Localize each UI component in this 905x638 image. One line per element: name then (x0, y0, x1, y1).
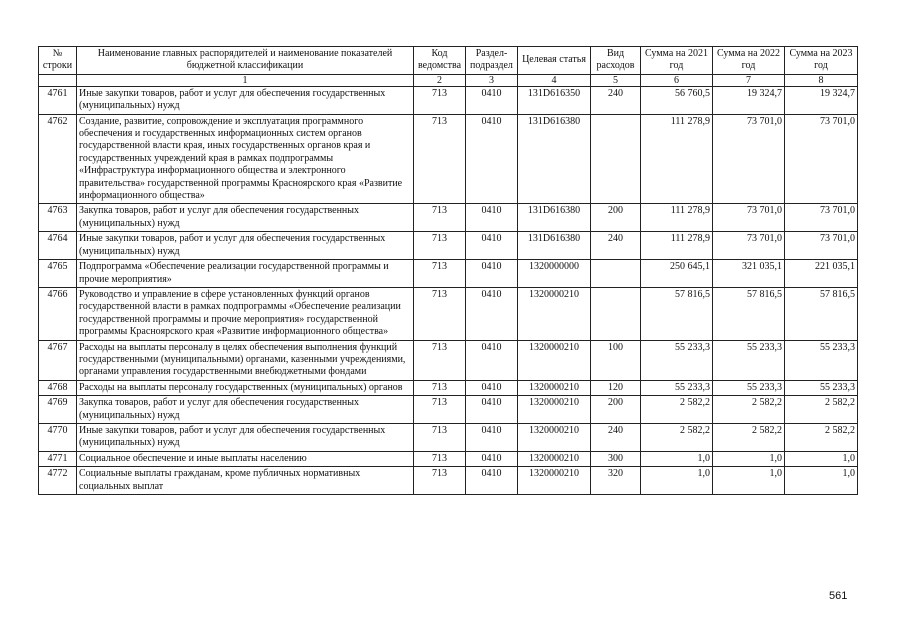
section-code: 0410 (466, 451, 518, 466)
section-code: 0410 (466, 340, 518, 380)
row-number: 4768 (39, 380, 77, 395)
table-row (39, 86, 858, 114)
row-name: Социальные выплаты гражданам, кроме публичных нормативных социальных выплат (77, 467, 414, 495)
sum-2021: 111 278,9 (641, 232, 713, 260)
table-row (39, 451, 858, 466)
sum-2021: 55 233,3 (641, 380, 713, 395)
expense-type-code: 240 (591, 86, 641, 114)
sum-2022: 73 701,0 (713, 204, 785, 232)
table-row (39, 396, 858, 424)
row-name: Иные закупки товаров, работ и услуг для обеспечения государственных (муниципальных) нужд (77, 423, 414, 451)
column-number: 7 (713, 74, 785, 86)
department-code: 713 (414, 260, 466, 288)
sum-2023: 221 035,1 (785, 260, 858, 288)
row-name: Закупка товаров, работ и услуг для обеспечения государственных (муниципальных) нужд (77, 396, 414, 424)
sum-2021: 1,0 (641, 451, 713, 466)
expense-type-code (591, 287, 641, 340)
sum-2023: 1,0 (785, 467, 858, 495)
row-name: Расходы на выплаты персоналу в целях обеспечения выполнения функций государственными (муниципальными) органами, казенными учреждениями, органами управления государственными внебюджетными фондами (77, 340, 414, 380)
row-name: Подпрограмма «Обеспечение реализации государственной программы и прочие мероприятия» (77, 260, 414, 288)
header-row-number: № строки (39, 47, 77, 75)
section-code: 0410 (466, 396, 518, 424)
row-number: 4772 (39, 467, 77, 495)
row-number: 4767 (39, 340, 77, 380)
expense-type-code: 120 (591, 380, 641, 395)
department-code: 713 (414, 287, 466, 340)
expense-type-code: 200 (591, 396, 641, 424)
sum-2022: 2 582,2 (713, 423, 785, 451)
row-number: 4761 (39, 86, 77, 114)
page-number: 561 (829, 590, 848, 602)
sum-2021: 111 278,9 (641, 114, 713, 204)
column-number (39, 74, 77, 86)
target-item-code: 131D616380 (518, 114, 591, 204)
header-target-item: Целевая статья (518, 47, 591, 75)
section-code: 0410 (466, 114, 518, 204)
target-item-code: 131D616380 (518, 204, 591, 232)
row-number: 4765 (39, 260, 77, 288)
header-sum-2021: Сумма на 2021 год (641, 47, 713, 75)
department-code: 713 (414, 380, 466, 395)
sum-2023: 2 582,2 (785, 396, 858, 424)
sum-2023: 73 701,0 (785, 204, 858, 232)
expense-type-code: 240 (591, 423, 641, 451)
expense-type-code: 320 (591, 467, 641, 495)
column-number: 3 (466, 74, 518, 86)
target-item-code: 131D616350 (518, 86, 591, 114)
sum-2022: 19 324,7 (713, 86, 785, 114)
expense-type-code: 100 (591, 340, 641, 380)
row-name: Создание, развитие, сопровождение и эксплуатация программного обеспечения и государственных информационных систем органов государственной власти края, иных государственных органов края и государственных учреждений края в рамках подпрограммы «Инфраструктура информационного общества и электронного правительства» государственной программы Красноярского края «Развитие информационного общества» (77, 114, 414, 204)
sum-2021: 2 582,2 (641, 423, 713, 451)
sum-2021: 111 278,9 (641, 204, 713, 232)
section-code: 0410 (466, 232, 518, 260)
sum-2022: 57 816,5 (713, 287, 785, 340)
department-code: 713 (414, 232, 466, 260)
sum-2021: 250 645,1 (641, 260, 713, 288)
department-code: 713 (414, 423, 466, 451)
column-number: 4 (518, 74, 591, 86)
sum-2022: 73 701,0 (713, 232, 785, 260)
table-row (39, 380, 858, 395)
table-row (39, 260, 858, 288)
sum-2021: 57 816,5 (641, 287, 713, 340)
sum-2023: 55 233,3 (785, 340, 858, 380)
expense-type-code: 300 (591, 451, 641, 466)
sum-2022: 55 233,3 (713, 340, 785, 380)
column-number: 1 (77, 74, 414, 86)
row-name: Иные закупки товаров, работ и услуг для обеспечения государственных (муниципальных) нужд (77, 86, 414, 114)
target-item-code: 1320000210 (518, 423, 591, 451)
row-name: Иные закупки товаров, работ и услуг для обеспечения государственных (муниципальных) нужд (77, 232, 414, 260)
row-name: Руководство и управление в сфере установленных функций органов государственной власти в рамках подпрограммы «Обеспечение реализации государственной программы и прочие мероприятия» государственной программы Красноярского края «Развитие информационного общества» (77, 287, 414, 340)
section-code: 0410 (466, 380, 518, 395)
target-item-code: 1320000210 (518, 451, 591, 466)
header-name: Наименование главных распорядителей и наименование показателей бюджетной классификации (77, 47, 414, 75)
expense-type-code: 200 (591, 204, 641, 232)
sum-2023: 73 701,0 (785, 232, 858, 260)
expense-type-code (591, 260, 641, 288)
column-number: 5 (591, 74, 641, 86)
target-item-code: 1320000210 (518, 380, 591, 395)
sum-2022: 55 233,3 (713, 380, 785, 395)
table-row (39, 114, 858, 204)
department-code: 713 (414, 396, 466, 424)
expense-type-code (591, 114, 641, 204)
target-item-code: 1320000210 (518, 287, 591, 340)
department-code: 713 (414, 114, 466, 204)
section-code: 0410 (466, 260, 518, 288)
header-section: Раздел-подраздел (466, 47, 518, 75)
department-code: 713 (414, 86, 466, 114)
section-code: 0410 (466, 467, 518, 495)
row-number: 4769 (39, 396, 77, 424)
department-code: 713 (414, 451, 466, 466)
sum-2022: 1,0 (713, 467, 785, 495)
row-name: Закупка товаров, работ и услуг для обеспечения государственных (муниципальных) нужд (77, 204, 414, 232)
target-item-code: 1320000210 (518, 467, 591, 495)
sum-2023: 73 701,0 (785, 114, 858, 204)
column-number: 6 (641, 74, 713, 86)
header-department-code: Код ведомства (414, 47, 466, 75)
table-row (39, 204, 858, 232)
sum-2021: 1,0 (641, 467, 713, 495)
sum-2022: 73 701,0 (713, 114, 785, 204)
row-name: Социальное обеспечение и иные выплаты населению (77, 451, 414, 466)
sum-2022: 321 035,1 (713, 260, 785, 288)
sum-2023: 55 233,3 (785, 380, 858, 395)
column-number: 8 (785, 74, 858, 86)
target-item-code: 1320000210 (518, 340, 591, 380)
target-item-code: 1320000000 (518, 260, 591, 288)
table-row (39, 232, 858, 260)
table-row (39, 423, 858, 451)
row-number: 4766 (39, 287, 77, 340)
row-number: 4771 (39, 451, 77, 466)
budget-table (38, 46, 858, 495)
sum-2023: 1,0 (785, 451, 858, 466)
target-item-code: 1320000210 (518, 396, 591, 424)
row-number: 4770 (39, 423, 77, 451)
header-sum-2023: Сумма на 2023 год (785, 47, 858, 75)
section-code: 0410 (466, 86, 518, 114)
section-code: 0410 (466, 423, 518, 451)
sum-2021: 2 582,2 (641, 396, 713, 424)
column-number: 2 (414, 74, 466, 86)
sum-2023: 57 816,5 (785, 287, 858, 340)
sum-2021: 56 760,5 (641, 86, 713, 114)
expense-type-code: 240 (591, 232, 641, 260)
row-number: 4762 (39, 114, 77, 204)
sum-2023: 2 582,2 (785, 423, 858, 451)
header-expense-type: Вид расходов (591, 47, 641, 75)
header-row (39, 47, 858, 75)
table-row (39, 340, 858, 380)
department-code: 713 (414, 340, 466, 380)
target-item-code: 131D616380 (518, 232, 591, 260)
department-code: 713 (414, 204, 466, 232)
sum-2021: 55 233,3 (641, 340, 713, 380)
sum-2023: 19 324,7 (785, 86, 858, 114)
section-code: 0410 (466, 287, 518, 340)
sum-2022: 2 582,2 (713, 396, 785, 424)
row-name: Расходы на выплаты персоналу государственных (муниципальных) органов (77, 380, 414, 395)
table-row (39, 467, 858, 495)
column-numbering-row (39, 74, 858, 86)
section-code: 0410 (466, 204, 518, 232)
sum-2022: 1,0 (713, 451, 785, 466)
department-code: 713 (414, 467, 466, 495)
row-number: 4764 (39, 232, 77, 260)
table-row (39, 287, 858, 340)
header-sum-2022: Сумма на 2022 год (713, 47, 785, 75)
row-number: 4763 (39, 204, 77, 232)
